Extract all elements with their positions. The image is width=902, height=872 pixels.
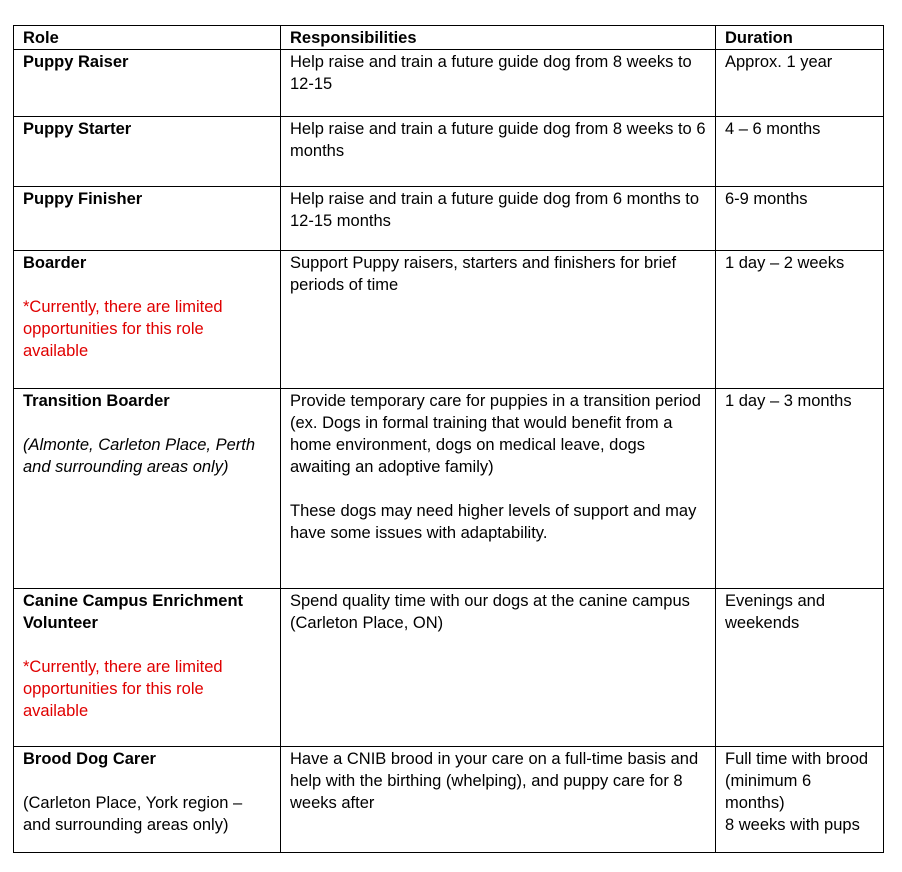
responsibilities-text: Help raise and train a future guide dog from 8 weeks to 12-15 bbox=[290, 53, 692, 93]
availability-note: *Currently, there are limited opportunities for this role available bbox=[23, 298, 223, 360]
responsibilities-cell bbox=[281, 589, 716, 747]
role-name: Puppy Starter bbox=[23, 120, 132, 138]
responsibilities-cell bbox=[281, 389, 716, 589]
duration-text-2: 8 weeks with pups bbox=[725, 816, 860, 834]
role-cell bbox=[14, 117, 281, 187]
role-name: Puppy Finisher bbox=[23, 190, 143, 208]
duration-text: Full time with brood (minimum 6 months) bbox=[725, 750, 869, 812]
duration-text: Evenings and weekends bbox=[725, 592, 825, 632]
responsibilities-text: Help raise and train a future guide dog from 6 months to 12-15 months bbox=[290, 190, 700, 230]
role-name: Brood Dog Carer bbox=[23, 750, 156, 768]
responsibilities-text: Provide temporary care for puppies in a transition period (ex. Dogs in formal training that would benefit from a home environment, dogs on medical leave, dogs awaiting an adoptive family) bbox=[290, 392, 701, 476]
responsibilities-cell bbox=[281, 50, 716, 117]
location-note: (Carleton Place, York region – and surrounding areas only) bbox=[23, 794, 243, 834]
responsibilities-text: Spend quality time with our dogs at the canine campus (Carleton Place, ON) bbox=[290, 592, 690, 632]
role-name: Boarder bbox=[23, 254, 87, 272]
duration-cell bbox=[716, 747, 884, 853]
responsibilities-text: Have a CNIB brood in your care on a full-time basis and help with the birthing (whelping), and puppy care for 8 weeks after bbox=[290, 750, 699, 812]
location-note: (Almonte, Carleton Place, Perth and surrounding areas only) bbox=[23, 436, 256, 476]
table-row bbox=[14, 187, 884, 251]
responsibilities-text: Help raise and train a future guide dog from 8 weeks to 6 months bbox=[290, 120, 706, 160]
role-cell bbox=[14, 251, 281, 389]
duration-cell bbox=[716, 50, 884, 117]
header-duration: Duration bbox=[716, 26, 884, 50]
table-row bbox=[14, 50, 884, 117]
responsibilities-cell bbox=[281, 251, 716, 389]
roles-table bbox=[13, 25, 884, 853]
role-name: Puppy Raiser bbox=[23, 53, 129, 71]
table-row bbox=[14, 251, 884, 389]
duration-cell bbox=[716, 117, 884, 187]
table-row bbox=[14, 589, 884, 747]
role-cell bbox=[14, 747, 281, 853]
duration-text: Approx. 1 year bbox=[725, 53, 833, 71]
duration-text: 4 – 6 months bbox=[725, 120, 821, 138]
responsibilities-cell bbox=[281, 187, 716, 251]
role-name: Canine Campus Enrichment Volunteer bbox=[23, 592, 244, 632]
responsibilities-text: Support Puppy raisers, starters and finishers for brief periods of time bbox=[290, 254, 677, 294]
duration-cell bbox=[716, 389, 884, 589]
header-responsibilities: Responsibilities bbox=[281, 26, 716, 50]
header-role: Role bbox=[14, 26, 281, 50]
table-row bbox=[14, 389, 884, 589]
role-cell bbox=[14, 589, 281, 747]
availability-note: *Currently, there are limited opportunities for this role available bbox=[23, 658, 223, 720]
duration-text: 1 day – 3 months bbox=[725, 392, 852, 410]
duration-text: 1 day – 2 weeks bbox=[725, 254, 845, 272]
table-row bbox=[14, 117, 884, 187]
duration-cell bbox=[716, 251, 884, 389]
header-row bbox=[14, 26, 884, 50]
role-cell bbox=[14, 50, 281, 117]
responsibilities-cell bbox=[281, 117, 716, 187]
responsibilities-text-2: These dogs may need higher levels of support and may have some issues with adaptability. bbox=[290, 502, 697, 542]
duration-cell bbox=[716, 187, 884, 251]
table-row bbox=[14, 747, 884, 853]
role-cell bbox=[14, 389, 281, 589]
role-name: Transition Boarder bbox=[23, 392, 170, 410]
role-cell bbox=[14, 187, 281, 251]
duration-text: 6-9 months bbox=[725, 190, 808, 208]
duration-cell bbox=[716, 589, 884, 747]
responsibilities-cell bbox=[281, 747, 716, 853]
